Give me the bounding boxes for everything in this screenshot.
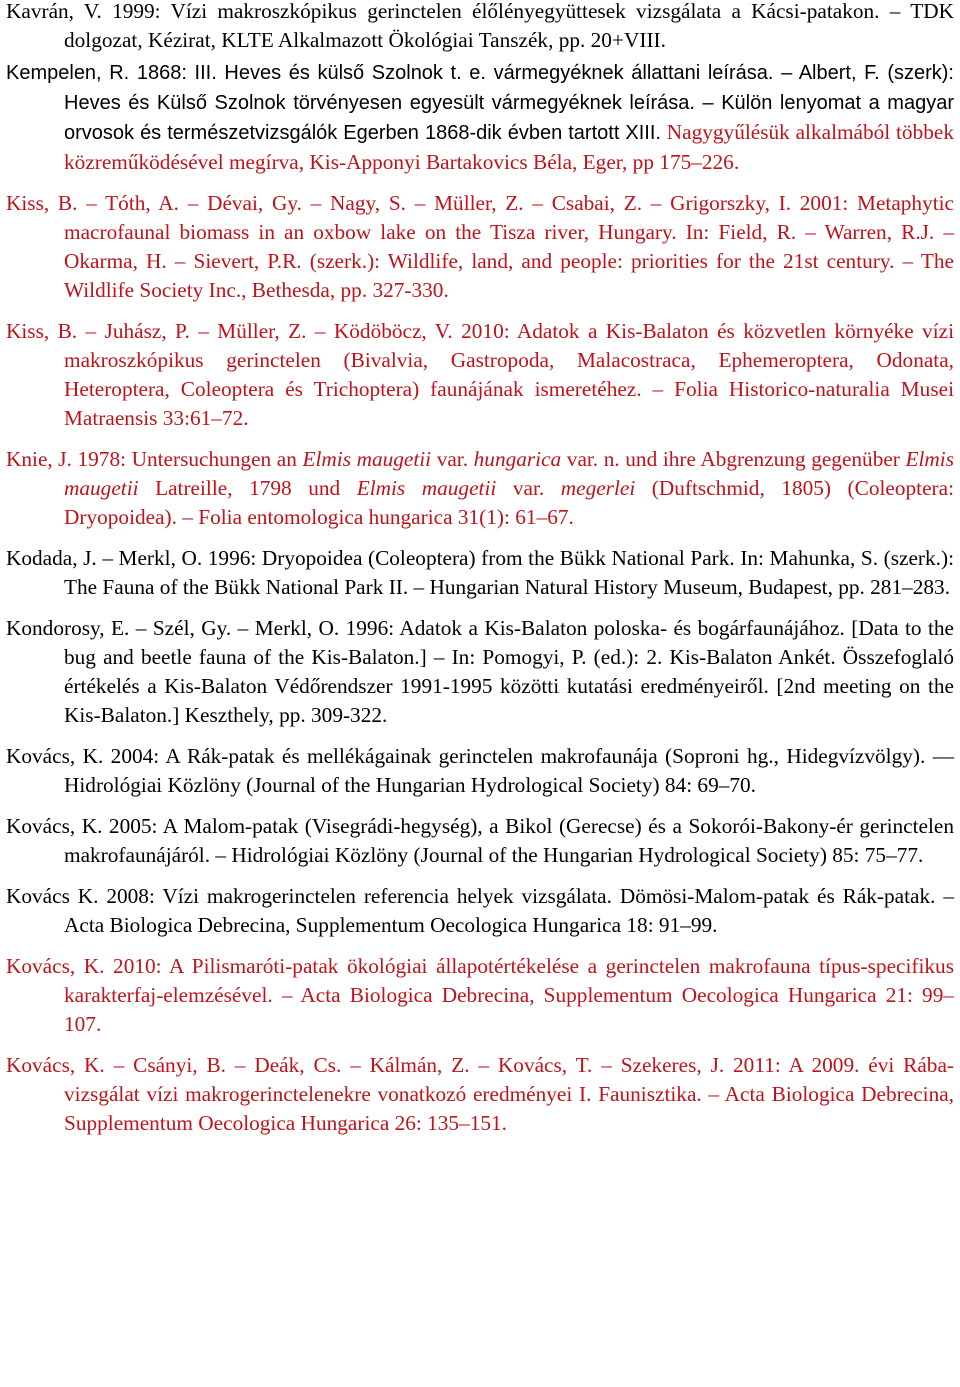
reference-kondorosy bbox=[6, 614, 954, 730]
reference-text: Kavrán, V. 1999: Vízi makroszkópikus gerinctelen élőlényegyüttesek vizsgálata a Kácsi-patakon. – TDK dolgozat, Kézirat, KLTE Alkalmazott Ökológiai Tanszék, pp. 20+VIII. bbox=[6, 0, 954, 52]
reference-text-highlight: Nagygyűlésük alkalmából többek közreműködésével megírva, Kis-Apponyi Bartakovics Béla, Eger, pp 175–226. bbox=[64, 120, 954, 174]
species-name: Elmis maugetii bbox=[356, 476, 497, 500]
reference-text: var. bbox=[496, 476, 561, 500]
reference-text: var. n. und ihre Abgrenzung gegenüber bbox=[561, 447, 906, 471]
reference-kiss-2010 bbox=[6, 317, 954, 433]
species-name: Elmis maugetii bbox=[302, 447, 432, 471]
species-name: Elmis maugetii bbox=[64, 447, 954, 500]
reference-kovacs-2004 bbox=[6, 742, 954, 800]
reference-text: Kondorosy, E. – Szél, Gy. – Merkl, O. 1996: Adatok a Kis-Balaton poloska- és bogárfaunájához. [Data to the bug and beetle fauna of the Kis-Balaton.] – In: Pomogyi, P. (ed.): 2. Kis-Balaton Ankét. Összefoglaló értékelés a Kis-Balaton Védőrendszer 1991-1995 közötti kutatási eredményeiről. [2nd meeting on the Kis-Balaton.] Keszthely, pp. 309-322. bbox=[6, 616, 954, 727]
reference-text: Kovács K. 2008: Vízi makrogerinctelen referencia helyek vizsgálata. Dömösi-Malom-patak és Rák-patak. – Acta Biologica Debrecina, Supplementum Oecologica Hungarica 18: 91–99. bbox=[6, 884, 954, 937]
reference-text: (Duftschmid, 1805) (Coleoptera: Dryopoidea). – Folia entomologica hungarica 31(1): 61–67. bbox=[64, 476, 954, 529]
reference-kovacs-2005 bbox=[6, 812, 954, 870]
reference-text: Kovács, K. 2005: A Malom-patak (Visegrádi-hegység), a Bikol (Gerecse) és a Sokorói-Bakony-ér gerinctelen makrofaunájáról. – Hidrológiai Közlöny (Journal of the Hungarian Hydrological Society) 85: 75–77. bbox=[6, 814, 954, 867]
reference-text: var. bbox=[431, 447, 474, 471]
reference-text: Kovács, K. 2004: A Rák-patak és mellékágainak gerinctelen makrofaunája (Soproni hg., Hidegvízvölgy). –– Hidrológiai Közlöny (Journal of the Hungarian Hydrological Society) 84: 69–70. bbox=[6, 744, 954, 797]
species-name: hungarica bbox=[473, 447, 562, 471]
species-name: megerlei bbox=[560, 476, 636, 500]
reference-text: Kovács, K. – Csányi, B. – Deák, Cs. – Kálmán, Z. – Kovács, T. – Szekeres, J. 2011: A 2009. évi Rába-vizsgálat vízi makrogerinctelenekre vonatkozó eredményei I. Faunisztika. – Acta Biologica Debrecina, Supplementum Oecologica Hungarica 26: 135–151. bbox=[6, 1053, 954, 1135]
reference-kovacs-2011 bbox=[6, 1051, 954, 1138]
reference-kovacs-2010 bbox=[6, 952, 954, 1039]
reference-text: Knie, J. 1978: Untersuchungen an bbox=[6, 447, 303, 471]
reference-text: Kiss, B. – Juhász, P. – Müller, Z. – Ködöböcz, V. 2010: Adatok a Kis-Balaton és közvetlen környéke vízi makroszkópikus gerinctelen (Bivalvia, Gastropoda, Malacostraca, Ephemeroptera, Odonata, Heteroptera, Coleoptera és Trichoptera) faunájának ismeretéhez. – Folia Historico-naturalia Musei Matraensis 33:61–72. bbox=[6, 319, 954, 430]
reference-kodada bbox=[6, 544, 954, 602]
reference-kovacs-2008 bbox=[6, 882, 954, 940]
reference-text: Kodada, J. – Merkl, O. 1996: Dryopoidea (Coleoptera) from the Bükk National Park. In: Mahunka, S. (szerk.): The Fauna of the Bükk National Park II. – Hungarian Natural History Museum, Budapest, pp. 281–283. bbox=[6, 546, 954, 599]
reference-text: Kempelen, R. 1868: III. Heves és külső Szolnok t. e. vármegyéknek állattani leírása. – Albert, F. (szerk): Heves és Külső Szolnok törvényesen egyesült vármegyéknek leírása. – Külön lenyomat a magyar orvosok és természetvizsgálók Egerben 1868-dik évben tartott XIII. bbox=[6, 62, 954, 144]
reference-knie bbox=[6, 445, 954, 532]
reference-text: Latreille, 1798 und bbox=[138, 476, 357, 500]
reference-kiss-2001 bbox=[6, 189, 954, 305]
reference-kempelen bbox=[6, 58, 954, 177]
reference-text: Kiss, B. – Tóth, A. – Dévai, Gy. – Nagy, S. – Müller, Z. – Csabai, Z. – Grigorszky, I. 2001: Metaphytic macrofaunal biomass in an oxbow lake on the Tisza river, Hungary. In: Field, R. – Warren, R.J. – Okarma, H. – Sievert, P.R. (szerk.): Wildlife, land, and people: priorities for the 21st century. – The Wildlife Society Inc., Bethesda, pp. 327-330. bbox=[6, 191, 954, 302]
reference-text: Kovács, K. 2010: A Pilismaróti-patak ökológiai állapotértékelése a gerinctelen makrofauna típus-specifikus karakterfaj-elemzésével. – Acta Biologica Debrecina, Supplementum Oecologica Hungarica 21: 99–107. bbox=[6, 954, 954, 1036]
reference-kavran bbox=[6, 0, 954, 55]
